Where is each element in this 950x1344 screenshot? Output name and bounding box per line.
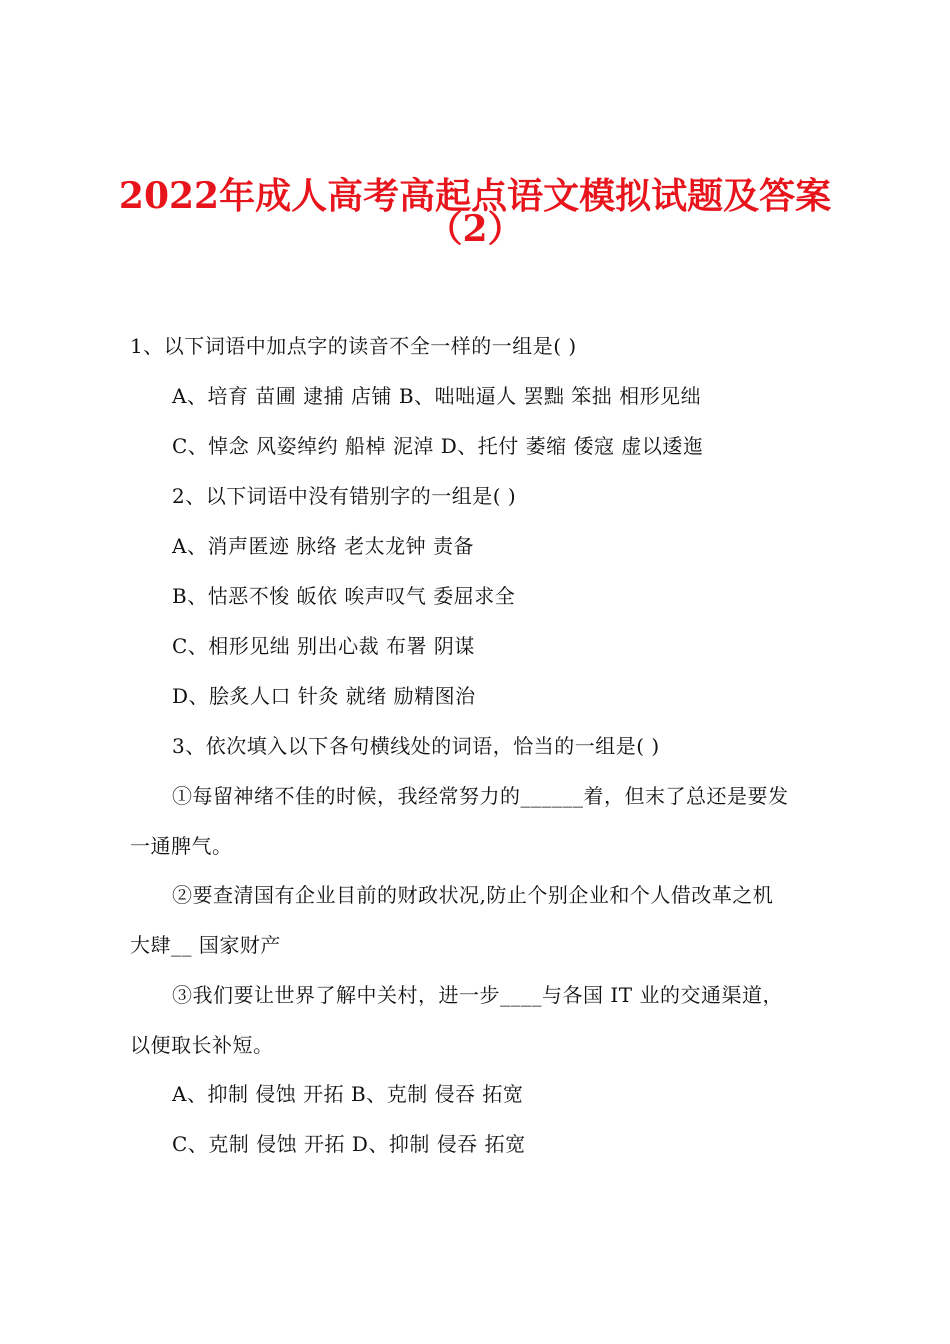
question-2-option-b: B、怙恶不悛 皈依 唉声叹气 委屈求全: [172, 584, 516, 608]
question-3: 3、依次填入以下各句横线处的词语，恰当的一组是( ): [172, 734, 660, 758]
question-3-sentence-2-cont: 大肆__ 国家财产: [130, 933, 281, 957]
question-1: 1、以下词语中加点字的读音不全一样的一组是( ): [130, 334, 577, 358]
question-3-sentence-3-cont: 以便取长补短。: [130, 1033, 274, 1057]
question-1-options-cd: C、悼念 风姿绰约 船棹 泥淖 D、托付 萎缩 倭寇 虚以逶迤: [172, 434, 704, 458]
question-2-option-c: C、相形见绌 别出心裁 布署 阴谋: [172, 634, 475, 658]
question-2: 2、以下词语中没有错别字的一组是( ): [172, 484, 517, 508]
question-2-option-a: A、消声匿迹 脉络 老太龙钟 责备: [172, 534, 475, 558]
question-2-option-d: D、脍炙人口 针灸 就绪 励精图治: [172, 684, 476, 708]
question-3-options-cd: C、克制 侵蚀 开拓 D、抑制 侵吞 拓宽: [172, 1132, 526, 1156]
question-1-options-ab: A、培育 苗圃 逮捕 店铺 B、咄咄逼人 罢黜 笨拙 相形见绌: [172, 384, 702, 408]
question-3-sentence-1: ①每留神绪不佳的时候，我经常努力的______着，但末了总还是要发: [172, 784, 789, 808]
question-3-sentence-3: ③我们要让世界了解中关村，进一步____与各国 IT 业的交通渠道，: [172, 983, 783, 1007]
document-title-line-1: 2022年成人高考高起点语文模拟试题及答案: [118, 175, 832, 217]
question-3-sentence-2: ②要查清国有企业目前的财政状况,防止个别企业和个人借改革之机: [172, 883, 774, 907]
document-title-line-2: （2）: [426, 208, 524, 250]
question-3-options-ab: A、抑制 侵蚀 开拓 B、克制 侵吞 拓宽: [172, 1082, 524, 1106]
question-3-sentence-1-cont: 一通脾气。: [130, 834, 233, 858]
